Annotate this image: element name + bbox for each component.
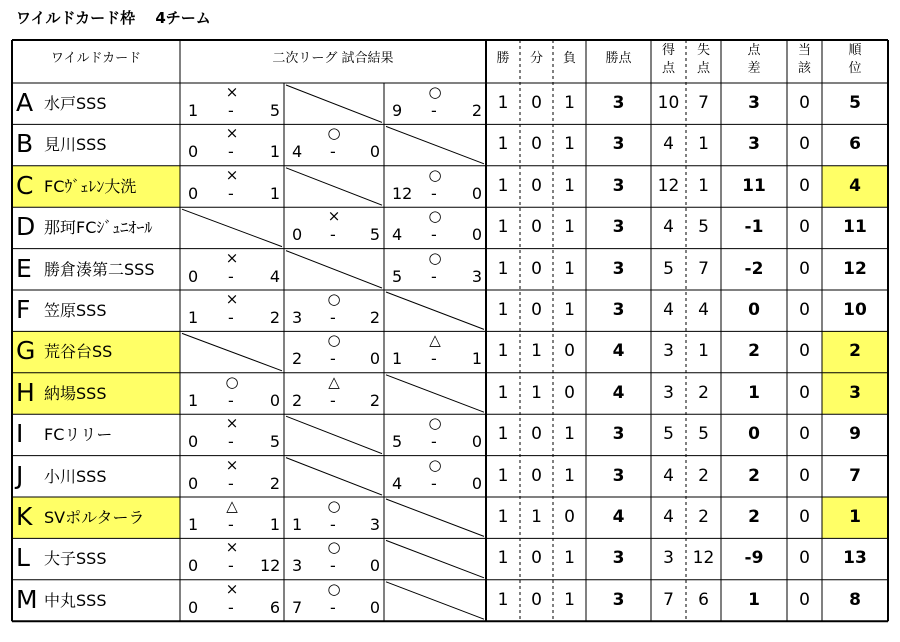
stat-goals-for: 5: [663, 258, 674, 279]
match-score-home: 2: [292, 390, 303, 410]
match-score-away: 2: [471, 101, 482, 120]
stat-goal-diff: 2: [748, 341, 760, 362]
stat-points: 3: [612, 465, 625, 486]
stat-rank: 4: [849, 175, 861, 196]
stat-points: 3: [612, 548, 625, 569]
match-score-away: 2: [369, 390, 380, 410]
stat-goal-diff: -9: [744, 548, 764, 569]
stat-goals-against: 1: [698, 134, 709, 155]
match-score-away: 0: [471, 225, 482, 245]
stat-draws: 0: [531, 424, 542, 445]
match-result-mark: ○: [327, 579, 341, 598]
match-score-away: 2: [269, 308, 280, 327]
stat-head-to-head: 0: [799, 93, 810, 113]
header-goals-against-2: 点: [696, 61, 710, 76]
match-score-home: 1: [392, 349, 403, 369]
match-score-home: 5: [392, 432, 403, 452]
match-score-home: 1: [188, 308, 199, 327]
team-name: 大子SSS: [44, 549, 107, 569]
stat-goals-for: 4: [663, 465, 674, 486]
team-letter: H: [16, 377, 35, 407]
stat-goals-for: 4: [663, 217, 674, 238]
match-score-away: 2: [269, 473, 280, 493]
match-result-mark: ×: [225, 165, 239, 184]
header-points: 勝点: [605, 51, 632, 66]
stat-wins: 1: [497, 341, 509, 362]
stat-goals-for: 5: [663, 424, 674, 445]
stat-goal-diff: 0: [748, 424, 760, 445]
stat-goal-diff: 11: [742, 175, 766, 196]
match-score-away: 0: [471, 473, 482, 493]
match-score-home: 0: [188, 266, 199, 286]
match-score-home: 0: [292, 225, 303, 245]
empty-match-diagonal: [286, 85, 382, 122]
match-result-mark: ○: [327, 124, 341, 143]
match-score-home: 7: [292, 597, 303, 617]
empty-match-diagonal: [386, 540, 484, 577]
stat-goals-for: 3: [663, 548, 674, 569]
match-score-away: 5: [269, 432, 280, 452]
match-score-dash: -: [228, 556, 234, 576]
stat-draws: 0: [531, 93, 542, 113]
stat-points: 3: [612, 424, 625, 445]
stat-rank: 10: [843, 300, 867, 320]
match-score-home: 0: [188, 473, 199, 493]
header-draw: 分: [529, 51, 543, 66]
match-result-mark: ×: [225, 124, 239, 143]
match-result-mark: ○: [428, 414, 442, 433]
stat-wins: 1: [497, 507, 509, 527]
stat-goals-against: 1: [698, 341, 709, 362]
stat-goals-against: 5: [698, 424, 709, 445]
empty-match-diagonal: [386, 292, 484, 329]
stat-head-to-head: 0: [799, 589, 810, 610]
stat-wins: 1: [497, 175, 509, 196]
team-letter: A: [16, 88, 34, 117]
match-score-away: 4: [269, 266, 280, 286]
team-letter: G: [16, 336, 36, 366]
match-score-home: 1: [188, 515, 199, 534]
team-name: 納場SSS: [44, 383, 107, 403]
stat-rank: 5: [849, 93, 861, 113]
match-score-dash: -: [431, 432, 437, 452]
stat-draws: 0: [531, 217, 542, 238]
empty-match-diagonal: [286, 251, 382, 288]
match-score-away: 6: [269, 597, 280, 617]
stat-head-to-head: 0: [799, 424, 810, 445]
match-result-mark: ×: [225, 538, 239, 557]
match-score-dash: -: [228, 515, 234, 534]
match-score-home: 5: [392, 266, 403, 286]
match-score-away: 3: [369, 515, 380, 534]
stat-goals-against: 2: [698, 465, 709, 486]
match-score-dash: -: [431, 101, 437, 120]
match-result-mark: ○: [327, 331, 341, 350]
match-score-home: 0: [188, 597, 199, 617]
stat-goals-for: 7: [663, 589, 674, 610]
stat-draws: 0: [531, 258, 542, 279]
header-goals-for-1: 得: [661, 43, 675, 58]
stat-goals-for: 3: [663, 382, 674, 403]
match-score-dash: -: [330, 349, 336, 369]
stat-rank: 2: [849, 341, 861, 362]
match-result-mark: ○: [428, 83, 442, 101]
team-name: 笠原SSS: [44, 301, 107, 320]
stat-head-to-head: 0: [799, 258, 810, 279]
match-score-home: 4: [392, 473, 403, 493]
empty-match-diagonal: [286, 416, 382, 453]
stat-wins: 1: [497, 134, 509, 155]
team-name: FCｳﾞｪﾚﾝ大洗: [44, 176, 137, 196]
stat-head-to-head: 0: [799, 382, 810, 403]
stat-points: 4: [612, 382, 625, 403]
stat-losses: 1: [564, 93, 575, 113]
team-name: 勝倉湊第二SSS: [44, 259, 155, 279]
header-wildcard: ワイルドカード: [50, 51, 142, 66]
match-score-away: 0: [471, 432, 482, 452]
stat-rank: 7: [849, 465, 861, 486]
stat-goal-diff: -2: [744, 258, 764, 279]
stat-rank: 12: [843, 258, 867, 279]
stat-rank: 8: [849, 589, 861, 610]
team-name: SVポルターラ: [44, 508, 145, 527]
stat-goal-diff: 1: [748, 382, 760, 403]
match-score-away: 0: [471, 183, 482, 203]
stat-goal-diff: 2: [748, 507, 760, 527]
match-result-mark: △: [226, 497, 238, 515]
stat-wins: 1: [497, 217, 509, 238]
team-name: 小川SSS: [44, 466, 107, 486]
stat-draws: 0: [531, 300, 542, 320]
stat-goals-against: 12: [692, 548, 715, 569]
match-result-mark: △: [328, 372, 340, 391]
stat-losses: 0: [564, 382, 575, 403]
page-title: ワイルドカード枠 4チーム: [16, 9, 211, 27]
match-score-home: 2: [292, 349, 303, 369]
match-score-dash: -: [330, 142, 336, 162]
stat-draws: 0: [531, 134, 542, 155]
header-goals-against-1: 失: [696, 43, 710, 58]
stat-head-to-head: 0: [799, 217, 810, 238]
match-result-mark: ○: [428, 248, 442, 267]
match-score-dash: -: [228, 142, 234, 162]
match-score-dash: -: [330, 308, 336, 327]
match-score-dash: -: [228, 266, 234, 286]
match-score-dash: -: [330, 597, 336, 617]
team-name: 中丸SSS: [44, 590, 107, 610]
match-score-away: 2: [369, 308, 380, 327]
match-score-dash: -: [330, 225, 336, 245]
match-result-mark: ○: [428, 455, 442, 474]
match-result-mark: ○: [327, 290, 341, 308]
team-letter: L: [16, 543, 30, 573]
stat-wins: 1: [497, 300, 509, 320]
header-head-to-head-1: 当: [797, 43, 811, 58]
stat-losses: 0: [564, 507, 575, 527]
team-letter: B: [16, 129, 34, 159]
match-result-mark: ×: [327, 207, 341, 226]
team-letter: J: [16, 460, 24, 490]
stat-wins: 1: [497, 258, 509, 279]
team-name: 見川SSS: [44, 135, 107, 155]
match-score-away: 0: [369, 597, 380, 617]
empty-match-diagonal: [286, 168, 382, 205]
stat-rank: 1: [849, 507, 861, 527]
match-score-dash: -: [330, 556, 336, 576]
match-score-away: 0: [269, 390, 280, 410]
match-score-dash: -: [431, 349, 437, 369]
stat-losses: 0: [564, 341, 575, 362]
stat-goals-for: 10: [657, 93, 680, 113]
match-score-away: 1: [269, 515, 280, 534]
stat-goal-diff: 0: [748, 300, 760, 320]
match-result-mark: ○: [225, 372, 239, 391]
match-score-dash: -: [228, 308, 234, 327]
stat-goals-for: 4: [663, 134, 674, 155]
stat-losses: 1: [564, 258, 575, 279]
stat-draws: 1: [531, 382, 542, 403]
match-score-dash: -: [431, 225, 437, 245]
match-result-mark: ×: [225, 414, 239, 433]
stat-goals-against: 7: [698, 93, 709, 113]
match-score-away: 5: [269, 101, 280, 120]
match-score-home: 1: [188, 101, 199, 120]
stat-goals-for: 12: [657, 175, 680, 196]
stat-wins: 1: [497, 424, 509, 445]
match-score-home: 9: [392, 101, 403, 120]
match-score-home: 0: [188, 142, 199, 162]
empty-match-diagonal: [386, 126, 484, 163]
stat-goal-diff: -1: [744, 217, 764, 238]
match-score-away: 1: [269, 183, 280, 203]
stat-wins: 1: [497, 93, 509, 113]
team-name: 水戸SSS: [44, 94, 107, 113]
stat-points: 3: [612, 134, 625, 155]
match-score-home: 12: [392, 183, 413, 203]
stat-goal-diff: 3: [748, 134, 760, 155]
match-result-mark: ×: [225, 248, 239, 267]
stat-points: 3: [612, 258, 625, 279]
header-goals-for-2: 点: [661, 61, 675, 76]
header-rank-1: 順: [848, 43, 862, 58]
match-score-home: 3: [292, 308, 303, 327]
team-name: 荒谷台SS: [44, 342, 113, 362]
team-letter: K: [16, 502, 33, 531]
team-letter: M: [16, 584, 38, 614]
header-goal-diff-2: 差: [747, 61, 761, 76]
team-letter: I: [16, 419, 24, 449]
stat-head-to-head: 0: [799, 507, 810, 527]
match-score-dash: -: [228, 473, 234, 493]
stat-goals-against: 1: [698, 175, 709, 196]
stat-head-to-head: 0: [799, 548, 810, 569]
match-score-home: 4: [392, 225, 403, 245]
match-score-away: 1: [269, 142, 280, 162]
match-result-mark: ○: [428, 165, 442, 184]
stat-points: 4: [612, 341, 625, 362]
empty-match-diagonal: [182, 333, 282, 370]
stat-goal-diff: 1: [748, 589, 760, 610]
empty-match-diagonal: [286, 458, 382, 495]
match-score-home: 4: [292, 142, 303, 162]
team-letter: E: [16, 253, 32, 283]
empty-match-diagonal: [386, 375, 484, 412]
match-result-mark: ○: [327, 538, 341, 557]
stat-losses: 1: [564, 134, 575, 155]
empty-match-diagonal: [182, 209, 282, 246]
match-score-away: 3: [471, 266, 482, 286]
match-score-dash: -: [228, 101, 234, 120]
stat-points: 3: [612, 175, 625, 196]
stat-goals-for: 4: [663, 300, 674, 320]
stat-head-to-head: 0: [799, 465, 810, 486]
match-score-dash: -: [228, 390, 234, 410]
stat-wins: 1: [497, 589, 509, 610]
stat-rank: 9: [849, 424, 861, 445]
match-score-home: 1: [188, 390, 199, 410]
match-result-mark: ○: [327, 497, 341, 515]
stat-wins: 1: [497, 382, 509, 403]
match-result-mark: ×: [225, 455, 239, 474]
match-score-dash: -: [431, 473, 437, 493]
match-score-dash: -: [330, 390, 336, 410]
stat-wins: 1: [497, 465, 509, 486]
stat-points: 4: [612, 507, 625, 527]
stat-points: 3: [612, 589, 625, 610]
stat-losses: 1: [564, 217, 575, 238]
stat-wins: 1: [497, 548, 509, 569]
header-goal-diff-1: 点: [747, 43, 761, 58]
match-score-home: 3: [292, 556, 303, 576]
stat-rank: 11: [843, 217, 867, 238]
stat-goals-against: 7: [698, 258, 709, 279]
match-score-dash: -: [228, 597, 234, 617]
match-score-home: 0: [188, 432, 199, 452]
stat-losses: 1: [564, 175, 575, 196]
stat-draws: 1: [531, 341, 542, 362]
header-head-to-head-2: 該: [797, 61, 811, 76]
stat-goal-diff: 3: [748, 93, 760, 113]
header-loss: 負: [562, 51, 576, 66]
match-result-mark: ○: [428, 207, 442, 226]
stat-head-to-head: 0: [799, 175, 810, 196]
match-score-dash: -: [431, 183, 437, 203]
stat-goals-against: 4: [698, 300, 709, 320]
match-score-dash: -: [330, 515, 336, 534]
stat-draws: 0: [531, 589, 542, 610]
empty-match-diagonal: [386, 499, 484, 536]
empty-match-diagonal: [386, 582, 484, 619]
stat-goals-for: 3: [663, 341, 674, 362]
stat-losses: 1: [564, 548, 575, 569]
stat-rank: 3: [849, 382, 861, 403]
team-letter: D: [16, 212, 36, 242]
stat-losses: 1: [564, 465, 575, 486]
match-result-mark: △: [429, 331, 441, 350]
stat-head-to-head: 0: [799, 341, 810, 362]
match-score-away: 1: [471, 349, 482, 369]
match-result-mark: ×: [225, 83, 239, 101]
match-result-mark: ×: [225, 579, 239, 598]
stat-goals-against: 6: [698, 589, 709, 610]
header-win: 勝: [496, 51, 510, 66]
stat-losses: 1: [564, 424, 575, 445]
stat-points: 3: [612, 93, 625, 113]
stat-rank: 6: [849, 134, 861, 155]
match-score-home: 0: [188, 556, 199, 576]
stat-rank: 13: [843, 548, 867, 569]
stat-goals-against: 2: [698, 382, 709, 403]
stat-points: 3: [612, 300, 625, 320]
match-score-dash: -: [431, 266, 437, 286]
header-rank-2: 位: [848, 61, 862, 76]
stat-losses: 1: [564, 589, 575, 610]
team-name: 那珂FCｼﾞｭﾆｵｰﾙ: [44, 218, 153, 238]
match-score-away: 0: [369, 349, 380, 369]
stat-draws: 0: [531, 548, 542, 569]
match-score-away: 5: [369, 225, 380, 245]
stat-goals-for: 4: [663, 507, 674, 527]
match-score-dash: -: [228, 432, 234, 452]
header-league-results: 二次リーグ 試合結果: [272, 51, 394, 66]
stat-head-to-head: 0: [799, 300, 810, 320]
match-score-dash: -: [228, 183, 234, 203]
match-score-home: 1: [292, 515, 303, 534]
team-letter: F: [16, 295, 31, 324]
match-score-away: 12: [260, 556, 281, 576]
stat-draws: 1: [531, 507, 542, 527]
stat-goals-against: 5: [698, 217, 709, 238]
stat-goal-diff: 2: [748, 465, 760, 486]
stat-draws: 0: [531, 465, 542, 486]
match-result-mark: ×: [225, 290, 239, 308]
match-score-home: 0: [188, 183, 199, 203]
match-score-away: 0: [369, 556, 380, 576]
stat-points: 3: [612, 217, 625, 238]
stat-head-to-head: 0: [799, 134, 810, 155]
stat-draws: 0: [531, 175, 542, 196]
stat-losses: 1: [564, 300, 575, 320]
team-letter: C: [16, 170, 34, 200]
match-score-away: 0: [369, 142, 380, 162]
team-name: FCリリー: [44, 425, 113, 445]
stat-goals-against: 2: [698, 507, 709, 527]
